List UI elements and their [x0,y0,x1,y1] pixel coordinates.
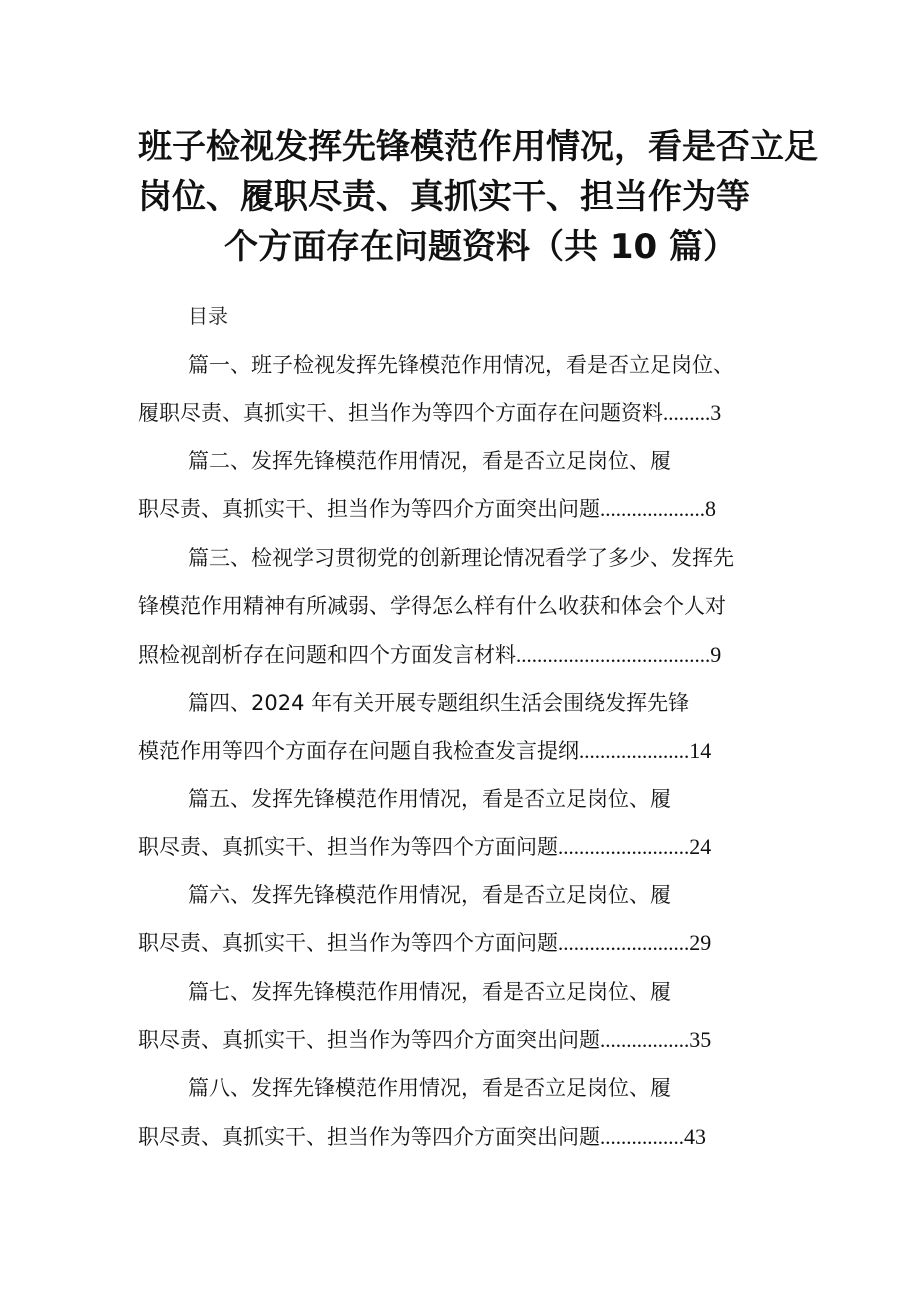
toc-entry-5-leader: ......................... [558,835,690,859]
toc-entry-5-line-1[interactable]: 篇五、发挥先锋模范作用情况，看是否立足岗位、履 [188,787,671,811]
toc-entry-2-line-1[interactable]: 篇二、发挥先锋模范作用情况，看是否立足岗位、履 [188,449,671,473]
toc-entry-7-line-1[interactable]: 篇七、发挥先锋模范作用情况，看是否立足岗位、履 [188,980,671,1004]
toc-entry-7-text: 职尽责、真抓实干、担当作为等四介方面突出问题 [138,1028,600,1052]
toc-entry-2-line-2[interactable] [138,494,716,524]
toc-entry-4-line-2[interactable] [138,736,711,766]
toc-entry-8-line-2[interactable] [138,1122,706,1152]
toc-entry-3-line-2[interactable]: 锋模范作用精神有所减弱、学得怎么样有什么收获和体会个人对 [138,594,726,618]
toc-entry-7-line-2[interactable] [138,1025,711,1055]
toc-entry-1-text: 履职尽责、真抓实干、担当作为等四个方面存在问题资料 [138,401,663,425]
toc-entry-8-line-1[interactable]: 篇八、发挥先锋模范作用情况，看是否立足岗位、履 [188,1076,671,1100]
toc-entry-6-line-2[interactable] [138,928,711,958]
toc-entry-3-page: 9 [710,642,722,667]
toc-entry-6-text: 职尽责、真抓实干、担当作为等四个方面问题 [138,931,558,955]
toc-entry-6-leader: ......................... [558,931,690,955]
toc-entry-6-page: 29 [689,930,712,955]
toc-entry-4-page: 14 [689,738,712,763]
title-line-1: 班子检视发挥先锋模范作用情况，看是否立足 [138,127,818,167]
toc-entry-5-line-2[interactable] [138,832,711,862]
toc-entry-3-leader: ..................................... [516,643,711,667]
toc-entry-7-leader: ................. [600,1028,690,1052]
title-line-3: 个方面存在问题资料（共 10 篇） [224,227,737,267]
title-line-2: 岗位、履职尽责、真抓实干、担当作为等 [138,177,750,217]
toc-entry-5-page: 24 [689,834,712,859]
toc-entry-8-leader: ................ [600,1125,684,1149]
toc-entry-2-leader: .................... [600,497,705,521]
toc-entry-1-leader: ......... [663,401,711,425]
toc-entry-8-text: 职尽责、真抓实干、担当作为等四介方面突出问题 [138,1125,600,1149]
toc-entry-2-page: 8 [705,496,716,521]
toc-entry-8-page: 43 [684,1124,706,1149]
toc-label: 目录 [188,304,228,328]
toc-entry-6-line-1[interactable]: 篇六、发挥先锋模范作用情况，看是否立足岗位、履 [188,883,671,907]
toc-entry-4-line-1[interactable]: 篇四、2024 年有关开展专题组织生活会围绕发挥先锋 [188,691,690,715]
toc-entry-3-line-1[interactable]: 篇三、检视学习贯彻党的创新理论情况看学了多少、发挥先 [188,546,734,570]
toc-entry-2-text: 职尽责、真抓实干、担当作为等四介方面突出问题 [138,497,600,521]
document-title [138,122,818,272]
toc-entry-1-line-2[interactable] [138,398,721,428]
toc-entry-4-leader: ..................... [579,739,690,763]
toc-entry-1-line-1[interactable]: 篇一、班子检视发挥先锋模范作用情况，看是否立足岗位、 [188,353,734,377]
toc-entry-3-line-3[interactable] [138,640,721,670]
toc-entry-4-text: 模范作用等四个方面存在问题自我检查发言提纲 [138,739,579,763]
toc-entry-3-text: 照检视剖析存在问题和四个方面发言材料 [138,643,516,667]
toc-entry-1-page: 3 [710,400,722,425]
toc-entry-7-page: 35 [689,1027,712,1052]
toc-entry-5-text: 职尽责、真抓实干、担当作为等四个方面问题 [138,835,558,859]
